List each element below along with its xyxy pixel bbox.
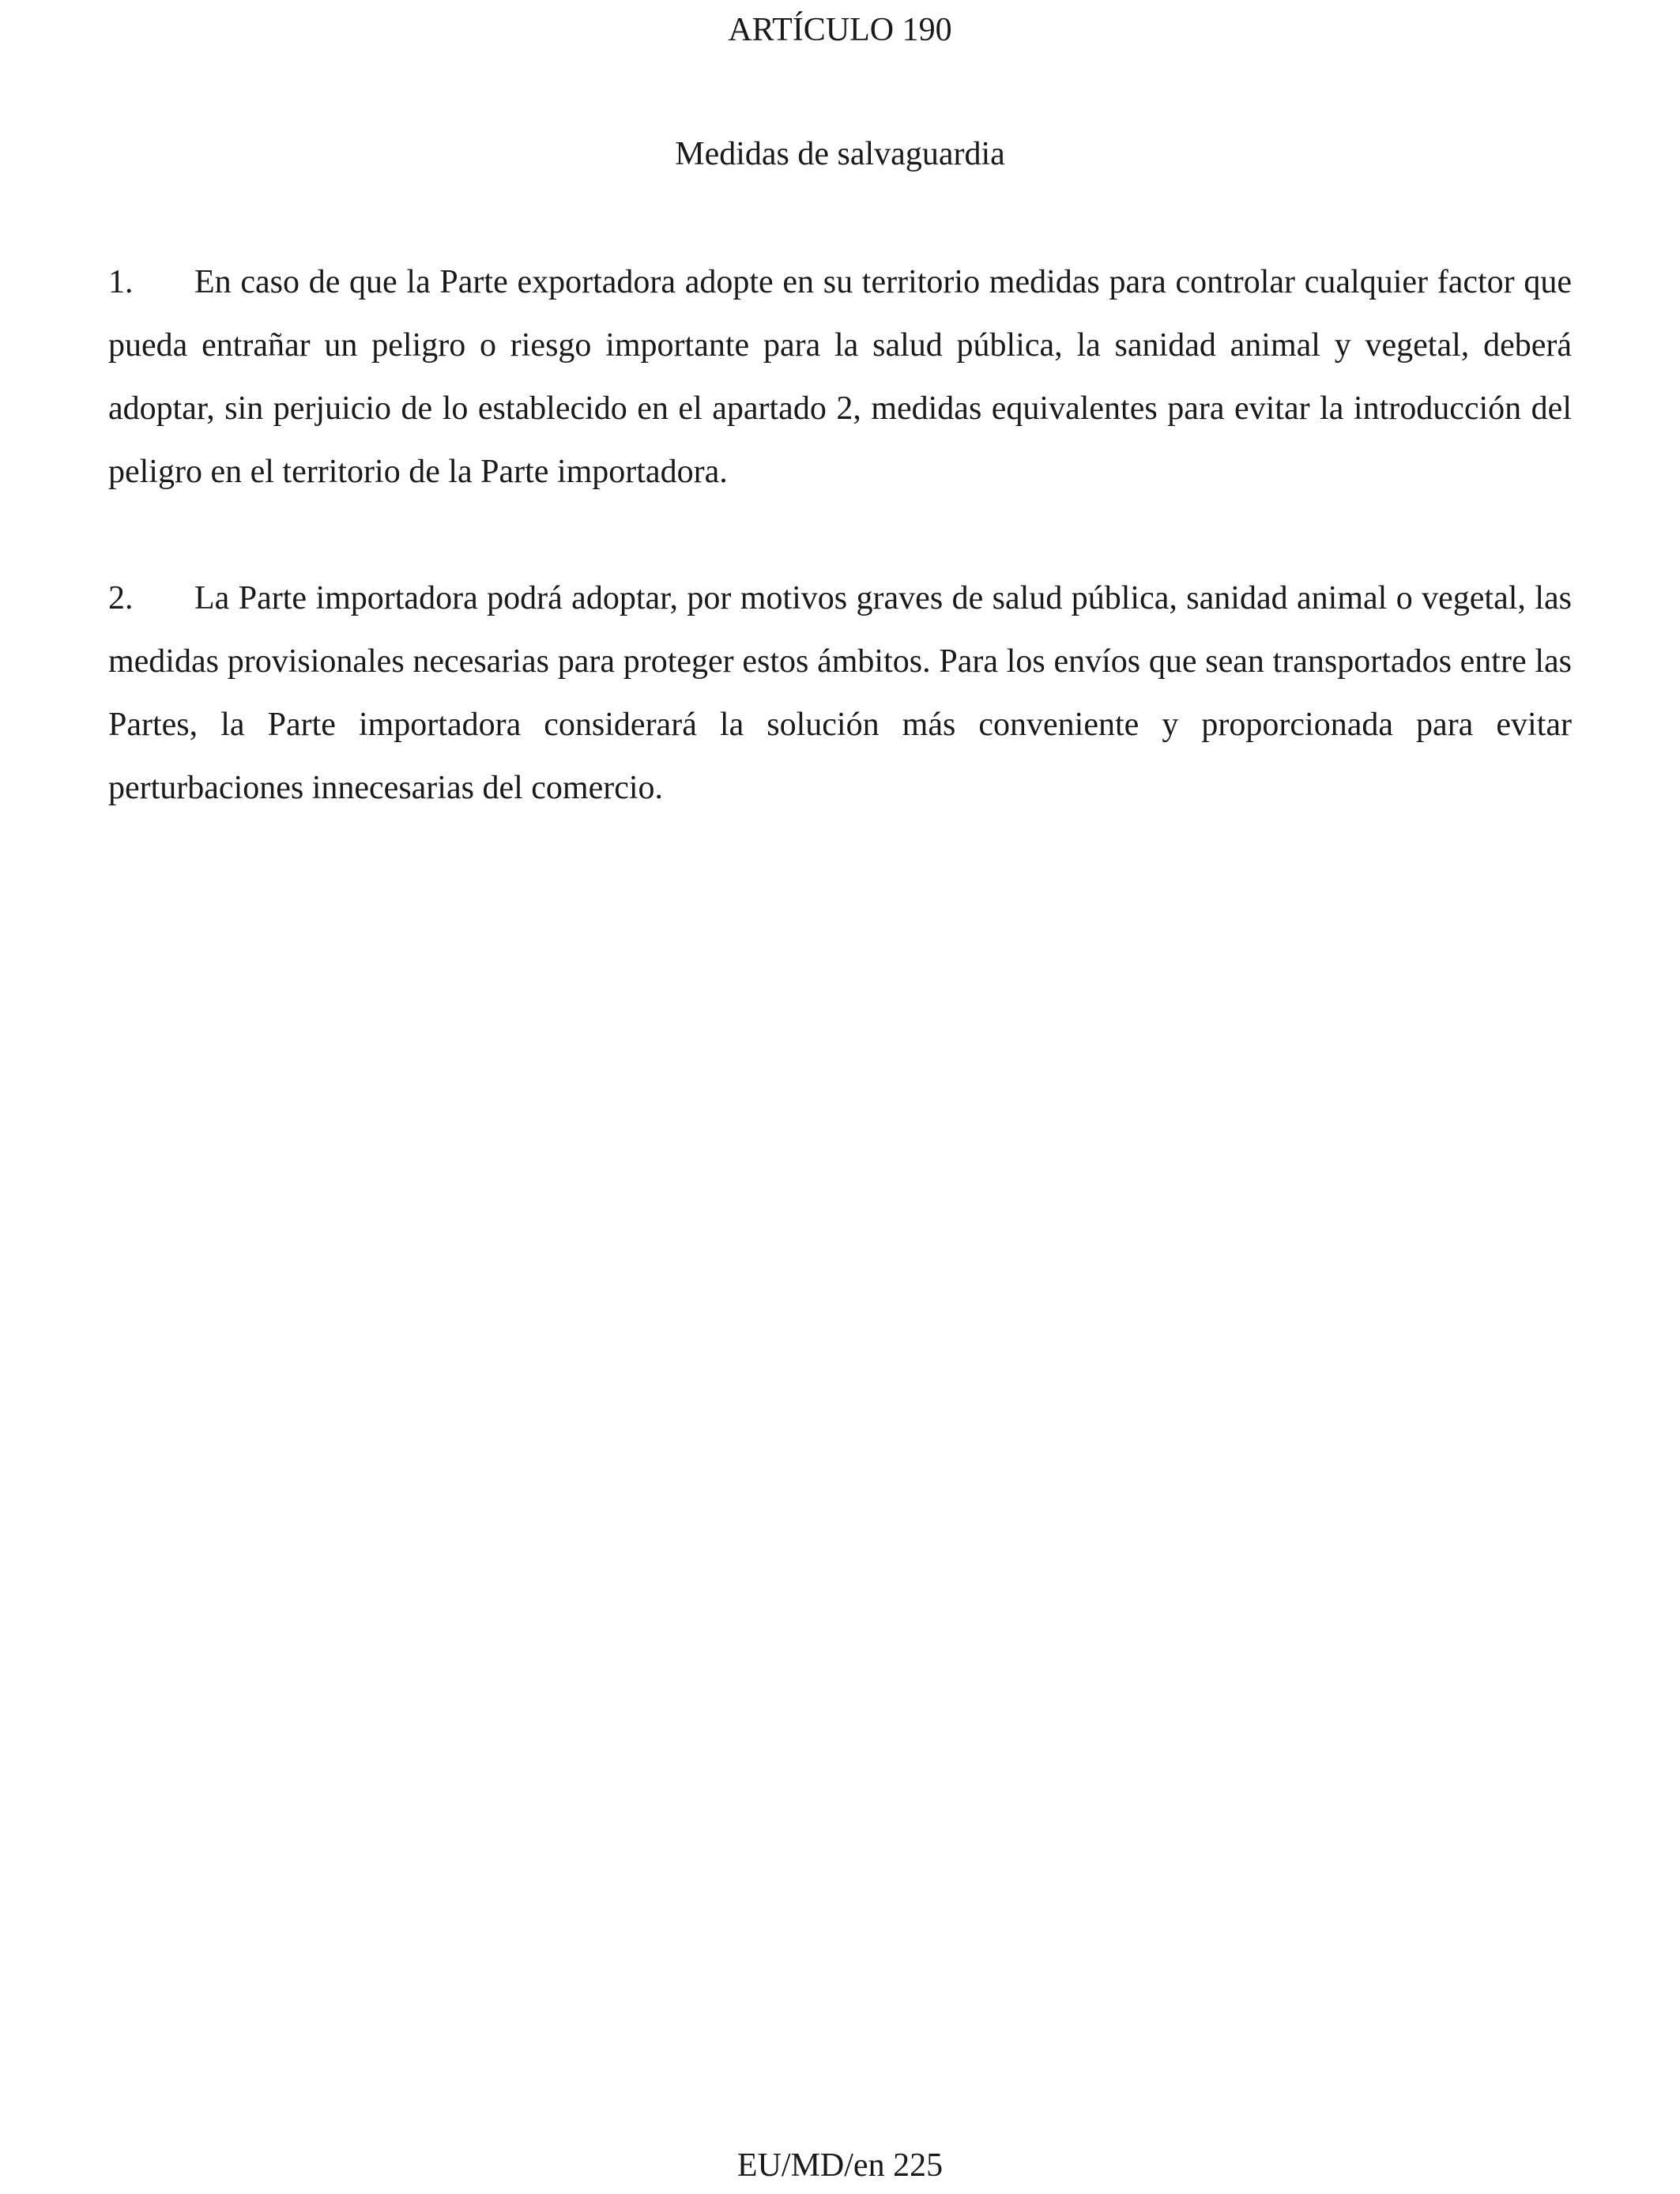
page-footer-reference: EU/MD/en 225 (736, 2147, 944, 2184)
paragraph-1 (108, 251, 1572, 503)
paragraph-2-number: 2. (108, 580, 134, 616)
paragraph-2 (108, 567, 1572, 820)
paragraph-2-text: La Parte importadora podrá adoptar, por motivos graves de salud pública, sanidad animal o vegetal, las medidas provisionales necesarias para proteger estos ámbitos. Para los envíos que sean transportados entre las Partes, la Parte importadora considerará la solución más conveniente y proporcionada para evitar perturbaciones innecesarias del comercio. (108, 580, 1572, 806)
article-heading: ARTÍCULO 190 (728, 12, 952, 48)
paragraph-1-text: En caso de que la Parte exportadora adopte en su territorio medidas para controlar cualquier factor que pueda entrañar un peligro o riesgo importante para la salud pública, la sanidad animal y vegetal, deberá adoptar, sin perjuicio de lo establecido en el apartado 2, medidas equivalentes para evitar la introducción del peligro en el territorio de la Parte importadora. (108, 264, 1572, 490)
paragraph-1-number: 1. (108, 264, 134, 300)
article-subtitle: Medidas de salvaguardia (675, 136, 1005, 172)
